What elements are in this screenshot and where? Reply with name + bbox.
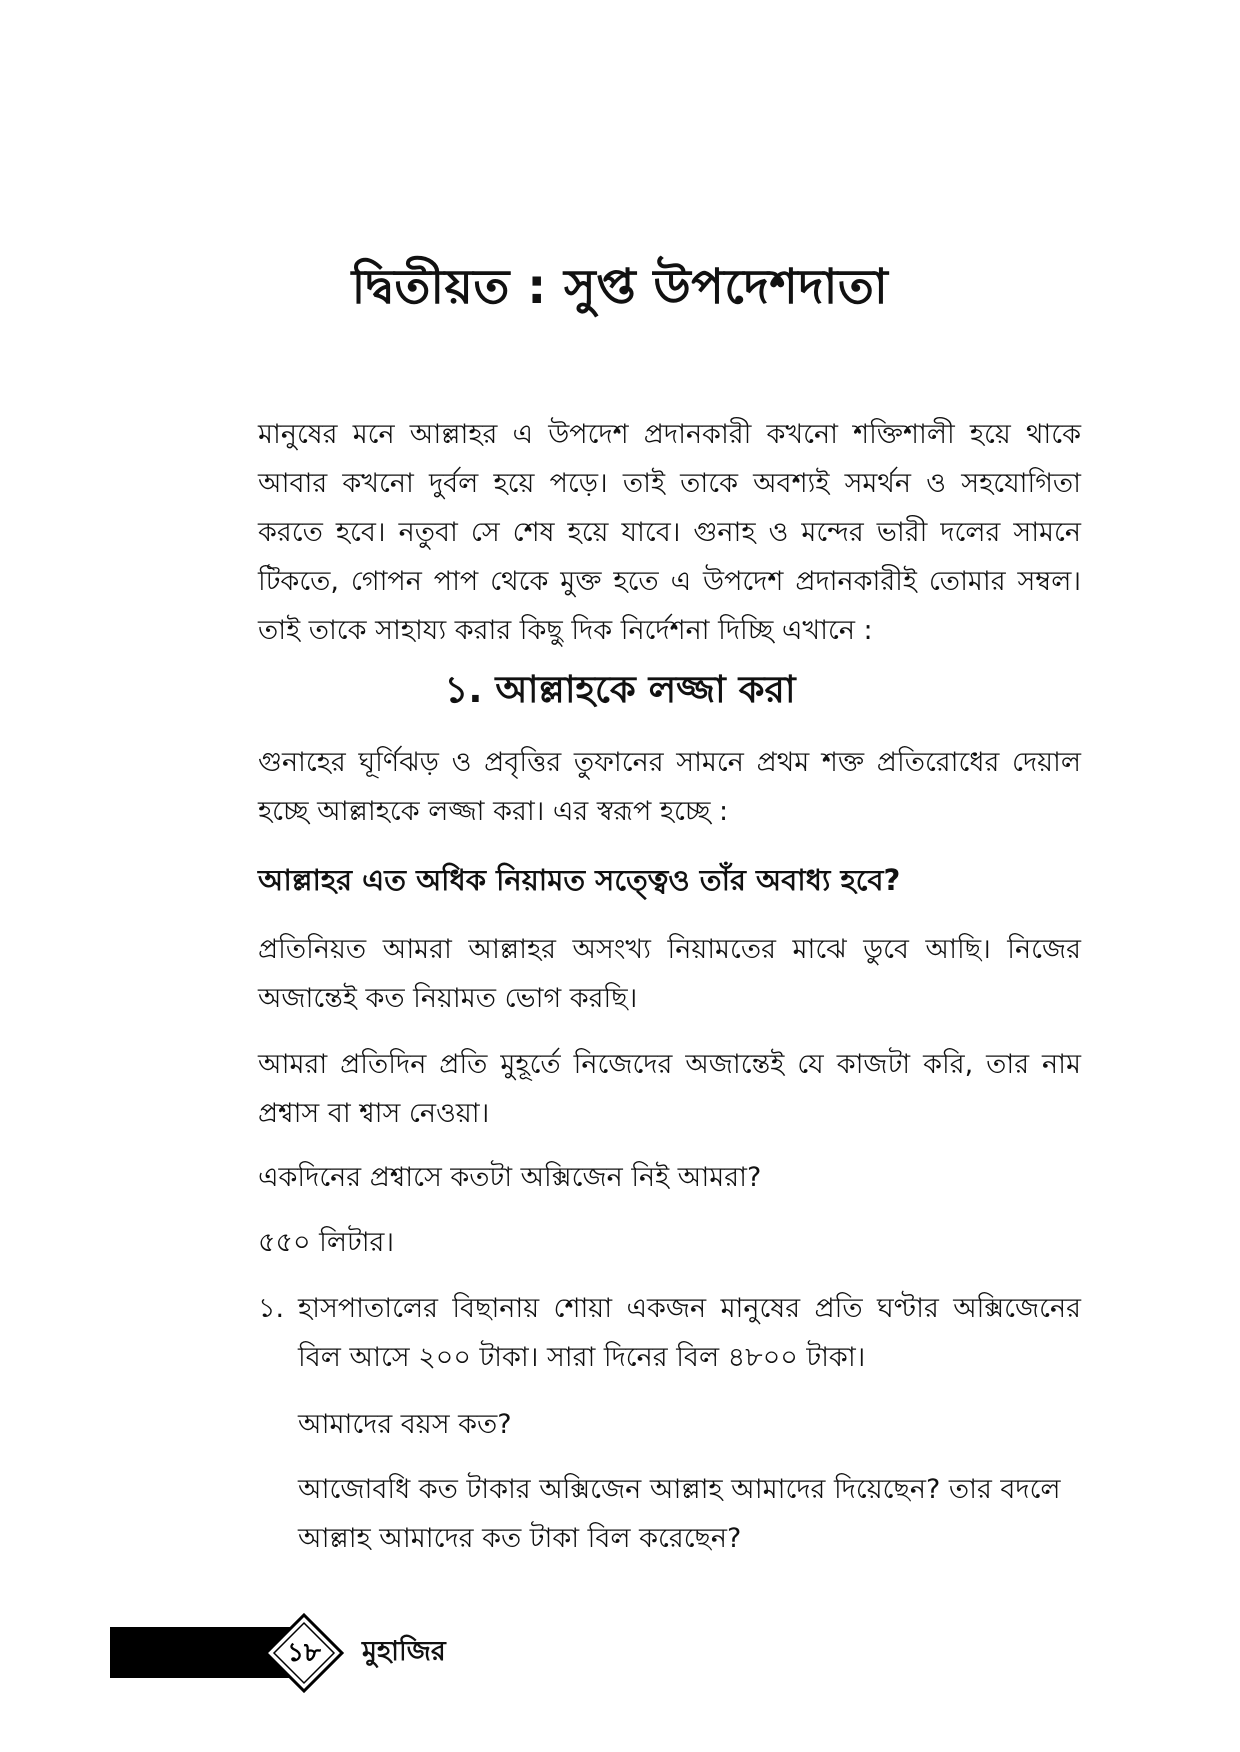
section-paragraph: গুনাহের ঘূর্ণিঝড় ও প্রবৃত্তির তুফানের সামনে প্রথম শক্ত প্রতিরোধের দেয়াল হচ্ছে আল্লাহকে লজ্জা করা। এর স্বরূপ হচ্ছে : bbox=[258, 747, 1081, 827]
chapter-title: দ্বিতীয়ত : সুপ্ত উপদেশদাতা bbox=[351, 259, 889, 315]
page-number: ১৮ bbox=[287, 1638, 321, 1668]
answer-oxygen: ৫৫০ লিটার। bbox=[258, 1227, 395, 1258]
bold-question: আল্লাহর এত অধিক নিয়ামত সত্ত্বেও তাঁর অবাধ্য হবে? bbox=[258, 863, 901, 897]
list-item-number: ১. bbox=[258, 1293, 285, 1324]
question-oxygen: একদিনের প্রশ্বাসে কতটা অক্সিজেন নিই আমরা? bbox=[258, 1162, 762, 1193]
running-title: মুহাজির bbox=[362, 1636, 446, 1667]
paragraph-breathing: আমরা প্রতিদিন প্রতি মুহূর্তে নিজেদের অজান্তেই যে কাজটা করি, তার নাম প্রশ্বাস বা শ্বাস নেওয়া। bbox=[258, 1049, 1081, 1129]
sub-question-bill: আজোবধি কত টাকার অক্সিজেন আল্লাহ আমাদের দিয়েছেন? তার বদলে আল্লাহ আমাদের কত টাকা বিল করেছেন? bbox=[298, 1474, 1061, 1554]
paragraph-blessings: প্রতিনিয়ত আমরা আল্লাহর অসংখ্য নিয়ামতের মাঝে ডুবে আছি। নিজের অজান্তেই কত নিয়ামত ভোগ করছি। bbox=[258, 934, 1081, 1014]
intro-paragraph: মানুষের মনে আল্লাহর এ উপদেশ প্রদানকারী কখনো শক্তিশালী হয়ে থাকে আবার কখনো দুর্বল হয়ে পড়ে। তাই তাকে অবশ্যই সমর্থন ও সহযোগিতা করতে হবে। নতুবা সে শেষ হয়ে যাবে। গুনাহ ও মন্দের ভারী দলের সামনে টিকতে, গোপন পাপ থেকে মুক্ত হতে এ উপদেশ প্রদানকারীই তোমার সম্বল। তাই তাকে সাহায্য করার কিছু দিক নির্দেশনা দিচ্ছি এখানে : bbox=[258, 419, 1081, 646]
list-item-text: হাসপাতালের বিছানায় শোয়া একজন মানুষের প্রতি ঘণ্টার অক্সিজেনের বিল আসে ২০০ টাকা। সারা দিনের বিল ৪৮০০ টাকা। bbox=[298, 1293, 1081, 1373]
section-heading: ১. আল্লাহকে লজ্জা করা bbox=[444, 668, 796, 711]
sub-question-age: আমাদের বয়স কত? bbox=[298, 1409, 512, 1440]
list-item bbox=[258, 1284, 1081, 1382]
